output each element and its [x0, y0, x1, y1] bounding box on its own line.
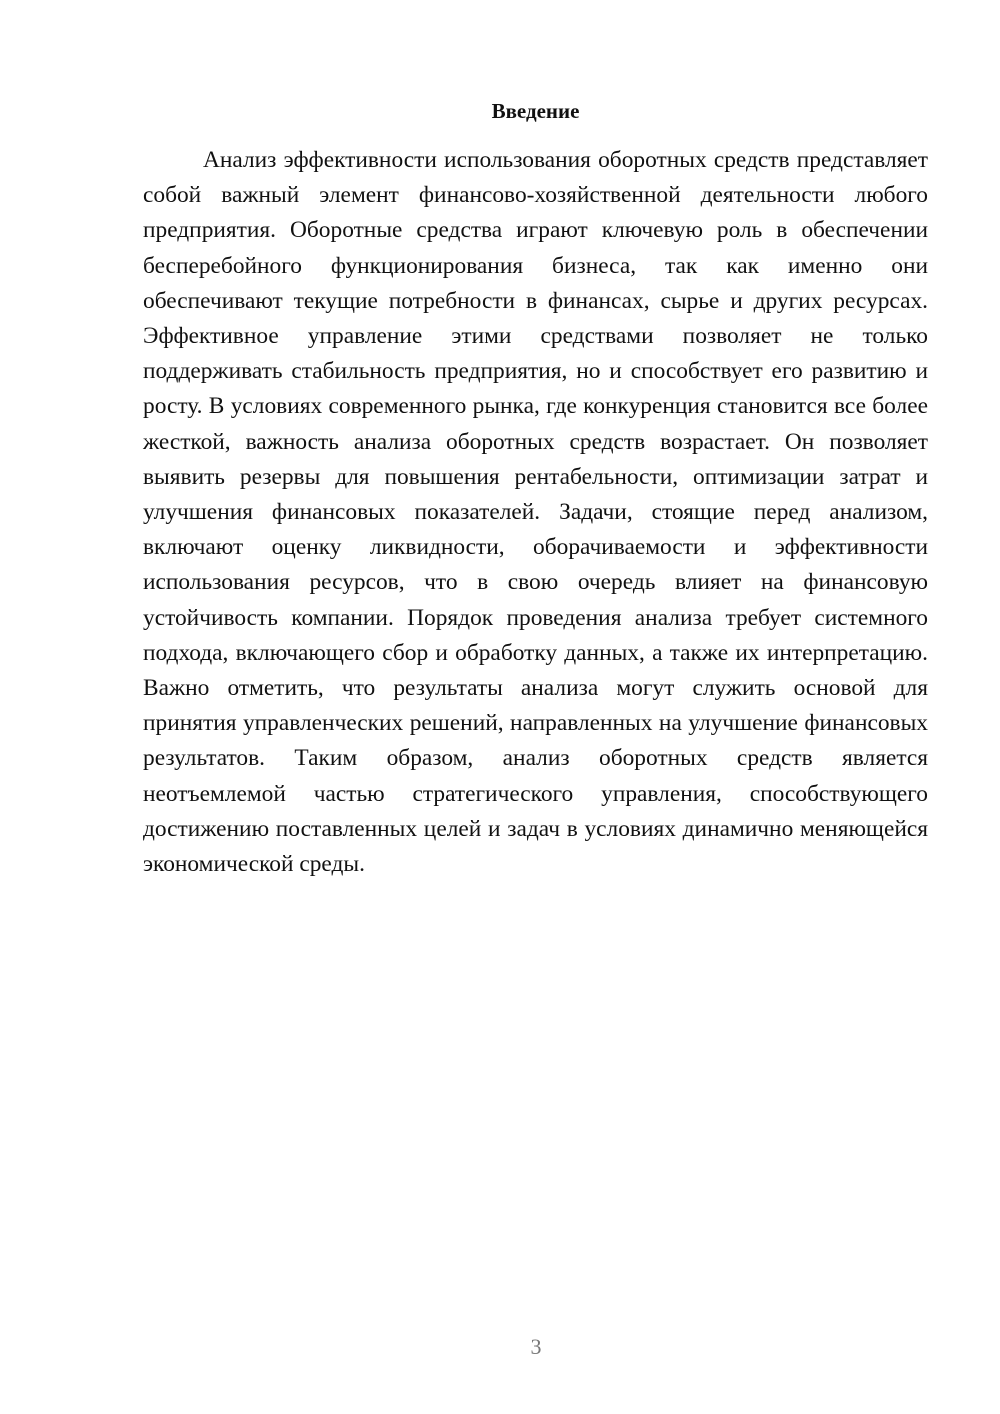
- page-number: 3: [530, 1334, 542, 1359]
- intro-paragraph: Анализ эффективности использования оборотных средств представляет собой важный элемент финансово-хозяйственной деятельности любого предприятия. Оборотные средства играют ключевую роль в обеспечении бесперебойного функционирования бизнеса, так как именно они обеспечивают текущие потребности в финансах, сырье и других ресурсах. Эффективное управление этими средствами позволяет не только поддерживать стабильность предприятия, но и способствует его развитию и росту. В условиях современного рынка, где конкуренция становится все более жесткой, важность анализа оборотных средств возрастает. Он позволяет выявить резервы для повышения рентабельности, оптимизации затрат и улучшения финансовых показателей. Задачи, стоящие перед анализом, включают оценку ликвидности, оборачиваемости и эффективности использования ресурсов, что в свою очередь влияет на финансовую устойчивость компании. Порядок проведения анализа требует системного подхода, включающего сбор и обработку данных, а также их интерпретацию. Важно отметить, что результаты анализа могут служить основой для принятия управленческих решений, направленных на улучшение финансовых результатов. Таким образом, анализ оборотных средств является неотъемлемой частью стратегического управления, способствующего достижению поставленных целей и задач в условиях динамично меняющейся экономической среды.: [143, 147, 928, 878]
- heading-container: [143, 97, 928, 125]
- section-heading: Введение: [491, 99, 580, 123]
